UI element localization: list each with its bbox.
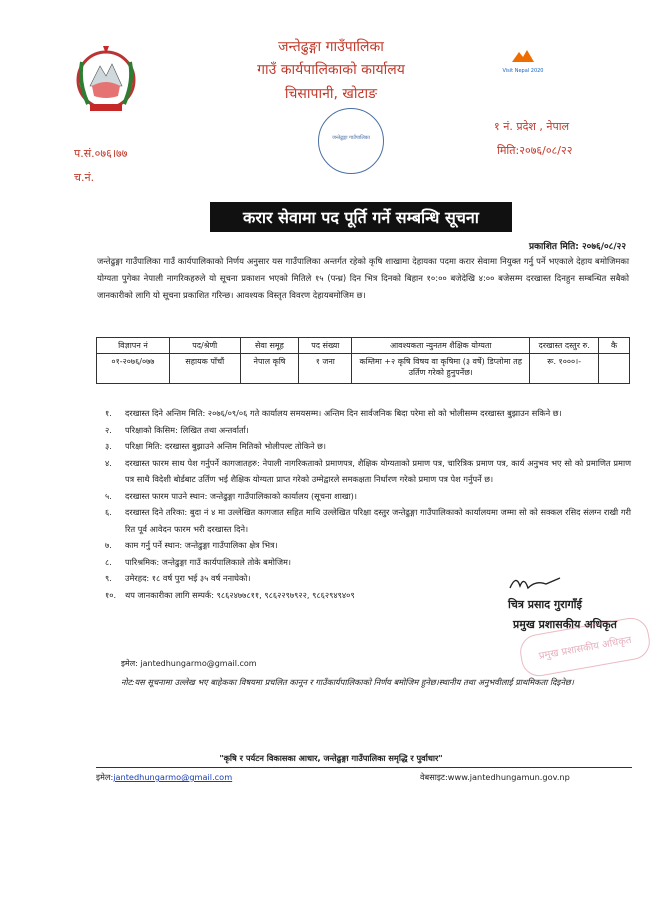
table-cell: सहायक पाँचौं xyxy=(169,354,240,384)
table-header-row xyxy=(97,338,630,354)
office-address: चिसापानी, खोटाङ xyxy=(284,86,378,102)
list-item: ७. काम गर्नु पर्ने स्थान: जन्तेढुङ्गा गाउँपालिका क्षेत्र भित्र। xyxy=(105,540,278,550)
reference-number: प.सं.०७६।७७ xyxy=(74,147,128,160)
list-item: ९. उमेरहद: १८ वर्ष पुरा भई ३५ वर्ष ननाघेको। xyxy=(105,573,251,583)
office-name: गाउँ कार्यपालिकाको कार्यालय xyxy=(257,62,405,78)
list-item: २. परिक्षाको किसिम: लिखित तथा अन्तर्वार्ता। xyxy=(105,424,249,435)
published-date: प्रकाशित मिति: २०७६/०८/२२ xyxy=(529,242,626,252)
province-label: १ नं. प्रदेश , नेपाल xyxy=(494,120,570,133)
notice-intro: जन्तेढुङ्गा गाउँपालिका गाउँ कार्यपालिकाको निर्णय अनुसार यस गाउँपालिका अन्तर्गत रहेको कृषि शाखामा देहायका पदमा करार सेवामा नियुक्त गर्नु पर्ने भएकाले देहाय बमोजिमका योग्यता पुगेका नेपाली नागरिकहरुले यो सूचना प्रकाशन भएको मितिले १५ (पन्ध्र) दिन भित्र दिनको बिहान १०:०० बजेदेखि ४:०० बजेसम्म दरखास्त दिनहुन सम्बन्धित सबैको जानकारीको लागि यो सूचना प्रकाशित गरिन्छ। आवश्यक विस्तृत विवरण देहायबमोजिम छ। xyxy=(97,256,629,300)
signatory-title: प्रमुख प्रशासकीय अधिकृत xyxy=(513,618,617,631)
visit-nepal-logo: Visit Nepal 2020 xyxy=(498,48,548,78)
signature-mark xyxy=(506,572,566,594)
signature-stamp: प्रमुख प्रशासकीय अधिकृत xyxy=(517,615,652,679)
col-header: कै xyxy=(599,338,630,354)
table-cell: रू. १०००।- xyxy=(530,354,599,384)
list-item: ३. परिक्षा मिति: दरखास्त बुझाउने अन्तिम मितिको भोलीपल्ट तोकिने छ। xyxy=(105,441,327,451)
footer-website-link[interactable]: www.jantedhungamun.gov.np xyxy=(447,772,570,782)
list-item: १०. थप जानकारीका लागि सम्पर्क: ९८६२४७७८११, ९८६२२९७९२२, ९८६२९४९४०९ xyxy=(105,589,355,600)
footer-email-link[interactable]: jantedhungarmo@gmail.com xyxy=(113,772,233,782)
table-cell: नेपाल कृषि xyxy=(240,354,299,384)
notice-note: नोट:यस सूचनामा उल्लेख भए बाहेकका विषयमा प्रचलित कानून र गाउँकार्यपालिकाको निर्णय बमोजिम हुनेछ।स्थानीय तथा अनुभवीलाई प्राथमिकता दिइनेछ। xyxy=(121,677,574,687)
footer-website: वेबसाइट:www.jantedhungamun.gov.np xyxy=(420,772,570,782)
letter-date: मिति:२०७६/०८/२२ xyxy=(497,144,573,157)
col-header: पद संख्या xyxy=(299,338,352,354)
list-item: ५. दरखास्त फारम पाउने स्थान: जन्तेढुङ्गा गाउँपालिकाको कार्यालय (सूचना शाखा)। xyxy=(105,490,357,501)
list-item: १. दरखास्त दिने अन्तिम मिति: २०७६/०९/०६ गते कार्यालय समयसम्म। अन्तिम दिन सार्वजनिक बिदा परेमा सो को भोलीसम्म दरखास्त बुझाउन सकिने छ। xyxy=(105,408,562,418)
list-item: ६. दरखास्त दिने तरिका: बुदा नं ४ मा उल्लेखित कागजात सहित माथि उल्लेखित परिक्षा दस्तुर जन्तेढुङ्गा गाउँपालिकाको कार्यालयमा जम्मा सो को सक्कल रसिद संलग्न राखी गरी रित पूर्व आवेदन फारम भरी दरखास्त दिने। xyxy=(105,507,631,534)
col-header: पद/श्रेणी xyxy=(169,338,240,354)
dispatch-number: च.नं. xyxy=(74,171,95,184)
list-item: ८. पारिश्रमिक: जन्तेढुङ्गा गाउँ कार्यपालिकाले तोके बमोजिम। xyxy=(105,556,292,567)
footer-divider xyxy=(96,767,632,768)
signatory-name: चित्र प्रसाद गुरागाँई xyxy=(508,598,582,611)
contact-email: इमेल: jantedhungarmo@gmail.com xyxy=(121,659,257,668)
col-header: सेवा समूह xyxy=(240,338,299,354)
municipality-name: जन्तेढुङ्गा गाउँपालिका xyxy=(278,39,384,55)
col-header: विज्ञापन नं xyxy=(97,338,170,354)
office-seal-stamp: जन्तेढुङ्गा गाउँपालिका xyxy=(318,108,384,174)
table-cell: कम्तिमा +२ कृषि विषय वा कृषिमा (३ वर्षे) डिप्लोमा तह उर्तिण गरेको हुनुपर्नेछ। xyxy=(352,354,530,384)
table-cell: १ जना xyxy=(299,354,352,384)
table-row xyxy=(97,354,630,384)
table-cell xyxy=(599,354,630,384)
list-item: ४. दरखास्त फारम साथ पेश गर्नुपर्ने कागजातहरु: नेपाली नागरिकताको प्रमाणपत्र, शैक्षिक योग्यताको प्रमाण पत्र, चारित्रिक प्रमाण पत्र, कार्य अनुभव भए सो को प्रमाणित प्रमाण पत्र साथै विदेशी बोर्डबाट उर्तिण भई शैक्षिक योग्यता प्राप्त गरेको उम्मेद्वारले समकक्षता निर्धारण गरेको प्रमाण पत्र पेश गर्नुपर्ने छ। xyxy=(105,457,631,484)
table-cell: ०१-२०७६/०७७ xyxy=(97,354,170,384)
footer-email: इमेल:jantedhungarmo@gmail.com xyxy=(96,772,233,782)
footer-slogan: "कृषि र पर्यटन विकासका आधार, जन्तेढुङ्गा गाउँपालिका समृद्धि र पुर्वाधार" xyxy=(219,753,443,763)
notice-title: करार सेवामा पद पूर्ति गर्ने सम्बन्धि सूचना xyxy=(210,202,512,232)
col-header: आवश्यकता न्युनतम शैक्षिक योग्यता xyxy=(352,338,530,354)
col-header: दरखास्त दस्तुर रु. xyxy=(530,338,599,354)
vacancy-table xyxy=(96,337,630,384)
